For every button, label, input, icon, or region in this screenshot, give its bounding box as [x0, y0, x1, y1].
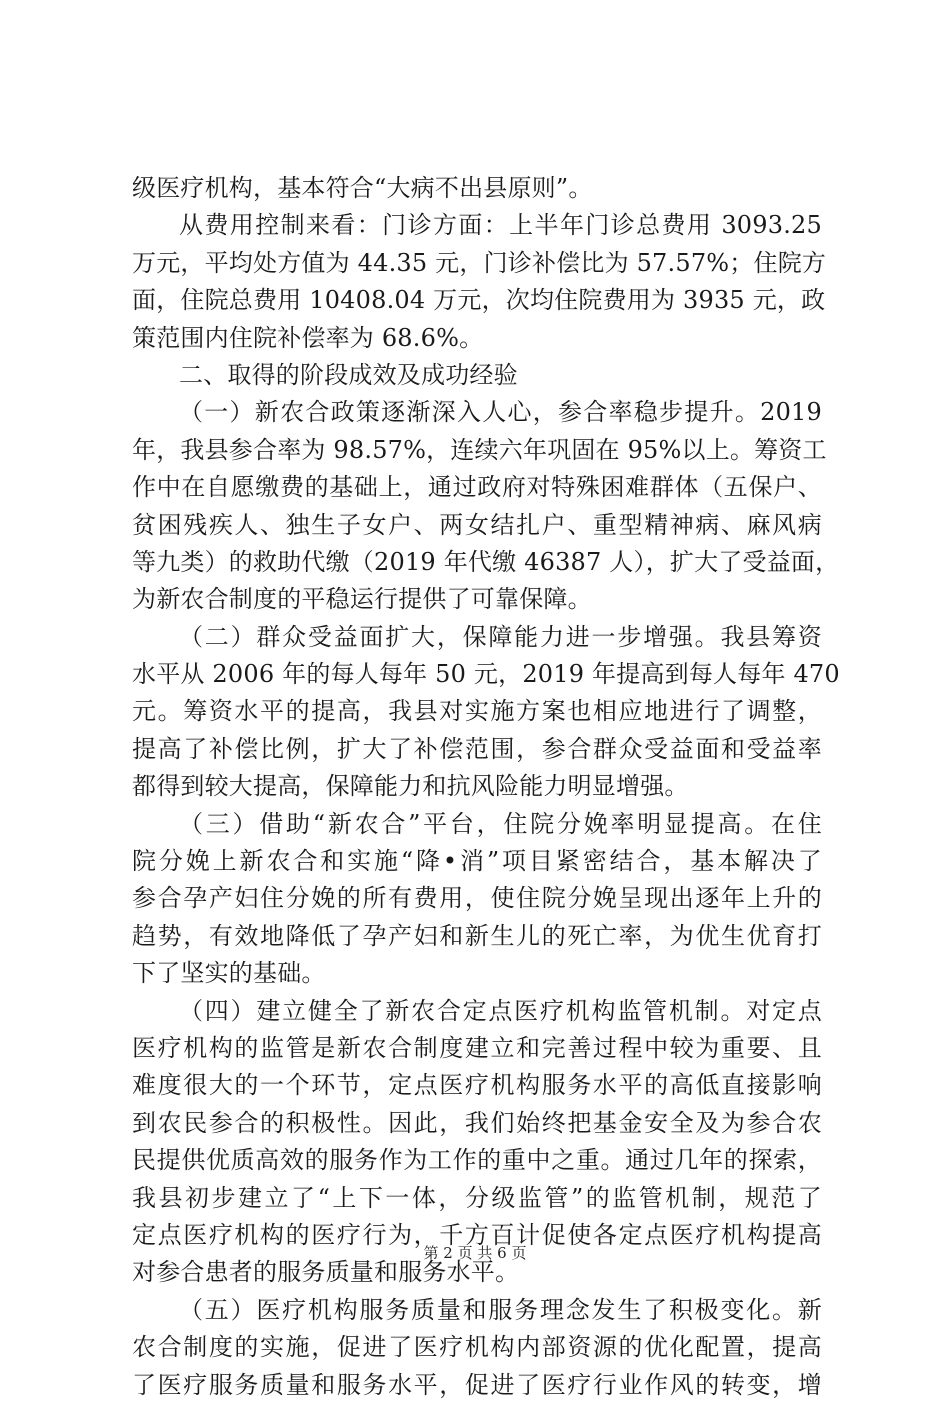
- text-line: 二、取得的阶段成效及成功经验: [179, 360, 518, 389]
- text-line: 我县初步建立了“上下一体，分级监管”的监管机制，规范了: [132, 1183, 822, 1212]
- document-body: [132, 170, 840, 1404]
- text-line: 院分娩上新农合和实施“降•消”项目紧密结合，基本解决了: [132, 847, 822, 876]
- text-line: 都得到较大提高，保障能力和抗风险能力明显增强。: [132, 772, 689, 801]
- text-line: （三）借助“新农合”平台，住院分娩率明显提高。在住: [179, 809, 822, 838]
- text-line: 对参合患者的服务质量和服务水平。: [132, 1258, 520, 1287]
- text-line: 医疗机构的监管是新农合制度建立和完善过程中较为重要、且: [132, 1033, 822, 1062]
- text-line: （一）新农合政策逐渐深入人心，参合率稳步提升。2019: [179, 398, 822, 427]
- text-line: 定点医疗机构的医疗行为，千方百计促使各定点医疗机构提高: [132, 1220, 822, 1249]
- text-line: 年，我县参合率为 98.57%，连续六年巩固在 95%以上。筹资工: [132, 435, 827, 464]
- text-line: 难度很大的一个环节，定点医疗机构服务水平的高低直接影响: [132, 1071, 822, 1100]
- text-line: 提高了补偿比例，扩大了补偿范围，参合群众受益面和受益率: [132, 734, 822, 763]
- text-line: 趋势，有效地降低了孕产妇和新生儿的死亡率，为优生优育打: [132, 921, 822, 950]
- text-line: （二）群众受益面扩大，保障能力进一步增强。我县筹资: [179, 622, 822, 651]
- text-line: 农合制度的实施，促进了医疗机构内部资源的优化配置，提高: [132, 1333, 822, 1362]
- page-number-label: 第 2 页 共 6 页: [423, 1244, 527, 1262]
- text-line: 级医疗机构，基本符合“大病不出县原则”。: [132, 174, 593, 202]
- text-line: 到农民参合的积极性。因此，我们始终把基金安全及为参合农: [132, 1108, 822, 1137]
- text-line: 了医疗服务质量和服务水平，促进了医疗行业作风的转变，增: [132, 1370, 822, 1399]
- text-line: 元。筹资水平的提高，我县对实施方案也相应地进行了调整，: [132, 697, 822, 726]
- text-line: 作中在自愿缴费的基础上，通过政府对特殊困难群体（五保户、: [132, 473, 822, 502]
- text-line: （四）建立健全了新农合定点医疗机构监管机制。对定点: [179, 996, 822, 1025]
- text-line: 民提供优质高效的服务作为工作的重中之重。通过几年的探索，: [132, 1146, 822, 1175]
- text-line: 参合孕产妇住分娩的所有费用，使住院分娩呈现出逐年上升的: [132, 884, 822, 913]
- page-footer: [0, 1242, 950, 1263]
- text-line: 等九类）的救助代缴（2019 年代缴 46387 人），扩大了受益面，: [132, 547, 840, 576]
- text-line: 贫困残疾人、独生子女户、两女结扎户、重型精神病、麻风病: [132, 510, 822, 539]
- text-line: 下了坚实的基础。: [132, 959, 326, 988]
- text-line: 为新农合制度的平稳运行提供了可靠保障。: [132, 585, 592, 614]
- text-line: 万元，平均处方值为 44.35 元，门诊补偿比为 57.57%；住院方: [132, 248, 827, 277]
- text-line: （五）医疗机构服务质量和服务理念发生了积极变化。新: [179, 1295, 822, 1324]
- text-line: 策范围内住院补偿率为 68.6%。: [132, 323, 484, 352]
- text-line: 水平从 2006 年的每人每年 50 元，2019 年提高到每人每年 470: [132, 660, 840, 689]
- text-line: 面，住院总费用 10408.04 万元，次均住院费用为 3935 元，政: [132, 286, 826, 315]
- text-line: 从费用控制来看：门诊方面：上半年门诊总费用 3093.25: [179, 211, 822, 240]
